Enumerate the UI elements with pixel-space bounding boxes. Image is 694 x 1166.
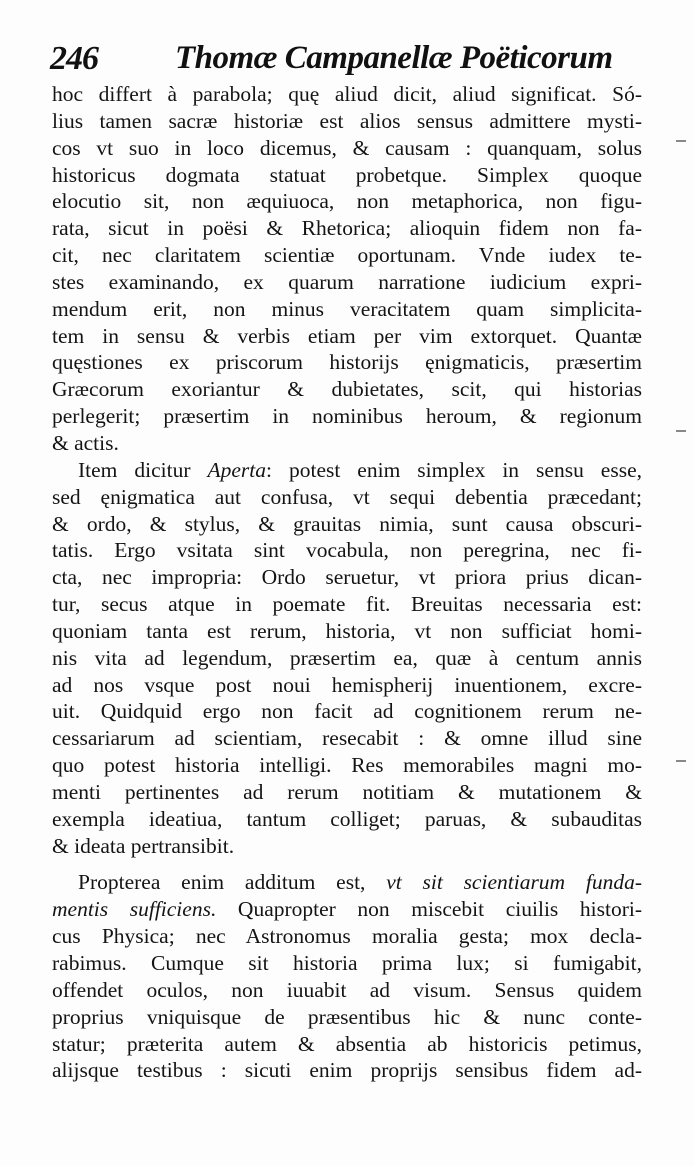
text-line: uit. Quidquid ergo non facit ad cognitionem rerum ne- <box>52 699 642 724</box>
text-line: cos vt suo in loco dicemus, & causam : quanquam, solus <box>52 135 642 160</box>
text-line: quoniam tanta est rerum, historia, vt non sufficiat homi- <box>52 618 642 643</box>
text-line: cessariarum ad scientiam, resecabit : & omne illud sine <box>52 726 642 751</box>
text-line: & actis. <box>52 430 119 455</box>
paragraph-2 <box>52 457 642 860</box>
text-line: tatis. Ergo vsitata sint vocabula, non peregrina, nec fi- <box>52 538 642 563</box>
text-line: cit, nec claritatem scientiæ oportunam. Vnde iudex te- <box>52 243 642 268</box>
page-edge-mark <box>676 140 686 142</box>
text-run: Item dicitur <box>78 457 208 482</box>
page-edge-mark <box>676 760 686 762</box>
page-number: 246 <box>50 40 98 77</box>
text-line: perlegerit; præsertim in nominibus heroum, & regionum <box>52 404 642 429</box>
text-line: rabimus. Cumque sit historia prima lux; si fumigabit, <box>52 951 642 975</box>
text-line: hoc differt à parabola; quę aliud dicit, aliud significat. Só- <box>52 82 642 106</box>
page-header <box>50 36 650 82</box>
italic-term: Aperta <box>207 457 267 482</box>
paragraph-3 <box>52 869 642 1084</box>
text-line: mendum erit, non minus veracitatem quam simplicita- <box>52 296 642 321</box>
paragraph-gap <box>52 859 642 869</box>
text-line <box>52 869 642 896</box>
text-line: & ordo, & stylus, & grauitas nimia, sunt causa obscuri- <box>52 511 642 536</box>
text-line: proprius vniquisque de præsentibus hic & nunc conte- <box>52 1004 642 1029</box>
body-text <box>52 81 642 1084</box>
text-line: & ideata pertransibit. <box>52 833 235 858</box>
text-line: Græcorum exoriantur & dubietates, scit, qui historias <box>52 377 642 402</box>
italic-term: mentis sufficiens. <box>52 897 217 922</box>
text-line: exempla ideatiua, tantum colliget; paruas, & subauditas <box>52 806 642 831</box>
text-line: ad nos vsque post noui hemispherij inuentionem, excre- <box>52 672 642 697</box>
paragraph-1 <box>52 81 642 457</box>
text-line: offendet oculos, non iuuabit ad visum. Sensus quidem <box>52 977 642 1002</box>
italic-term: vt sit scientiarum funda- <box>386 870 642 895</box>
text-line <box>52 896 642 923</box>
text-line: lius tamen sacræ historiæ est alios sensus admittere mysti- <box>52 108 642 133</box>
text-line: nis vita ad legendum, præsertim ea, quæ à centum annis <box>52 645 642 670</box>
text-line <box>52 457 642 484</box>
text-line: quo potest historia intelligi. Res memorabiles magni mo- <box>52 753 642 778</box>
text-line: cus Physica; nec Astronomus moralia gesta; mox decla- <box>52 924 642 949</box>
text-run: : potest enim simplex in sensu esse, <box>266 457 642 482</box>
text-line: alijsque testibus : sicuti enim proprijs sensibus fidem ad- <box>52 1058 642 1083</box>
text-run: Propterea enim additum est, <box>78 870 387 895</box>
text-line: tem in sensu & verbis etiam per vim extorquet. Quantæ <box>52 323 642 348</box>
text-line: statur; præterita autem & absentia ab historicis petimus, <box>52 1031 642 1056</box>
text-line: sed ęnigmatica aut confusa, vt sequi debentia præcedant; <box>52 484 642 509</box>
text-line: quęstiones ex priscorum historijs ęnigmaticis, præsertim <box>52 350 642 375</box>
text-line: elocutio sit, non æquiuoca, non metaphorica, non figu- <box>52 189 642 214</box>
text-run: Quapropter non miscebit ciuilis histori- <box>216 897 642 922</box>
text-line: tur, secus atque in poemate fit. Breuitas necessaria est: <box>52 592 642 617</box>
text-line: rata, sicut in poësi & Rhetorica; alioquin fidem non fa- <box>52 216 642 241</box>
text-line: stes examinando, ex quarum narratione iudicium expri- <box>52 269 642 294</box>
page-edge-mark <box>676 430 686 432</box>
text-line: menti pertinentes ad rerum notitiam & mutationem & <box>52 779 642 804</box>
text-line: historicus dogmata statuat probetque. Simplex quoque <box>52 162 642 187</box>
text-line: cta, nec impropria: Ordo seruetur, vt priora prius dican- <box>52 565 642 590</box>
running-head: Thomæ Campanellæ Poëticorum <box>175 40 613 76</box>
